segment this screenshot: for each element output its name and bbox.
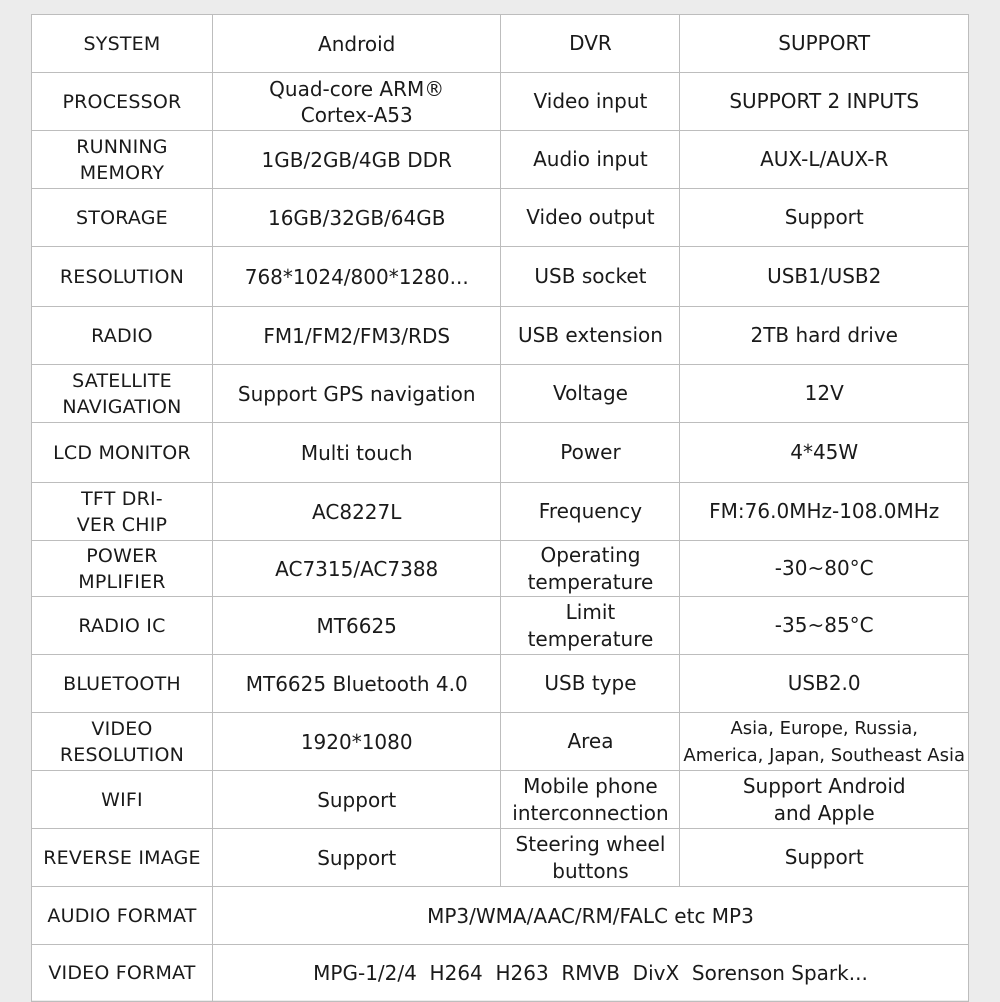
cell-line: Steering wheel: [515, 831, 666, 856]
cell-line: 2TB hard drive: [750, 323, 898, 347]
cell-line: temperature: [527, 569, 654, 594]
spec-row: [32, 597, 969, 655]
spec-row: [32, 189, 969, 247]
cell-line: America, Japan, Southeast Asia: [683, 744, 966, 766]
cell-line: Power: [560, 440, 621, 464]
cell-line: RESOLUTION: [59, 265, 185, 288]
support-value-cell: [680, 365, 969, 423]
cell-line: PROCESSOR: [62, 90, 182, 113]
android-value-cell: [212, 247, 501, 307]
cell-line: Support GPS navigation: [237, 381, 476, 406]
spec-row: [32, 423, 969, 483]
support-value-cell: [680, 541, 969, 597]
cell-line: Support Android: [742, 773, 906, 798]
android-value-cell: [212, 131, 501, 189]
support-value-cell: [680, 483, 969, 541]
android-value-cell: [212, 713, 501, 771]
header-android: Android: [212, 15, 501, 73]
format-row: [32, 945, 969, 1002]
dvr-label-cell: [501, 713, 680, 771]
dvr-label-cell: [501, 365, 680, 423]
cell-line: 4*45W: [790, 440, 859, 464]
cell-line: AUX-L/AUX-R: [760, 147, 889, 171]
spec-row: [32, 247, 969, 307]
spec-label-cell: [32, 247, 213, 307]
cell-line: USB2.0: [787, 671, 861, 695]
spec-row: [32, 771, 969, 829]
spec-label-cell: [32, 423, 213, 483]
cell-line: MEMORY: [79, 161, 165, 184]
cell-line: FM:76.0MHz-108.0MHz: [709, 499, 940, 523]
dvr-label-cell: [501, 423, 680, 483]
spec-row: [32, 655, 969, 713]
support-value-cell: [680, 655, 969, 713]
cell-line: 1920*1080: [300, 729, 413, 754]
dvr-label-cell: [501, 771, 680, 829]
android-value-cell: [212, 771, 501, 829]
spec-label-cell: [32, 307, 213, 365]
cell-line: VER CHIP: [76, 513, 168, 536]
cell-line: Cortex-A53: [300, 102, 413, 127]
spec-row: [32, 541, 969, 597]
cell-line: Support: [317, 787, 397, 812]
cell-line: Asia, Europe, Russia,: [730, 717, 918, 739]
spec-label-cell: [32, 713, 213, 771]
cell-line: MPLIFIER: [78, 570, 166, 593]
android-value-cell: [212, 365, 501, 423]
spec-row: [32, 131, 969, 189]
dvr-label-cell: [501, 483, 680, 541]
cell-line: AC7315/AC7388: [275, 556, 439, 581]
android-value-cell: [212, 597, 501, 655]
dvr-label-cell: [501, 829, 680, 887]
cell-line: STORAGE: [76, 206, 168, 229]
cell-line: 768*1024/800*1280...: [244, 264, 469, 289]
cell-line: MT6625 Bluetooth 4.0: [245, 671, 468, 696]
spec-label-cell: [32, 483, 213, 541]
cell-line: NAVIGATION: [62, 395, 182, 418]
cell-line: interconnection: [512, 800, 669, 825]
cell-line: 12V: [804, 381, 844, 405]
cell-line: Audio input: [533, 147, 648, 171]
spec-label-cell: [32, 597, 213, 655]
dvr-label-cell: [501, 73, 680, 131]
cell-line: RADIO: [91, 324, 153, 347]
cell-line: Frequency: [538, 499, 643, 523]
cell-line: -30~80°C: [774, 556, 874, 580]
android-value-cell: [212, 541, 501, 597]
cell-line: buttons: [552, 858, 629, 883]
cell-line: BLUETOOTH: [63, 672, 181, 695]
cell-line: Video input: [533, 89, 648, 113]
support-value-cell: [680, 307, 969, 365]
cell-line: USB type: [544, 671, 637, 695]
spec-label-cell: [32, 541, 213, 597]
cell-line: Quad-core ARM®: [269, 76, 445, 101]
cell-line: and Apple: [773, 800, 875, 825]
header-support: SUPPORT: [680, 15, 969, 73]
support-value-cell: [680, 771, 969, 829]
cell-line: WIFI: [101, 788, 143, 811]
cell-line: Mobile phone: [523, 773, 658, 798]
spec-label-cell: [32, 189, 213, 247]
format-value-cell: MP3/WMA/AAC/RM/FALC etc MP3: [212, 887, 968, 945]
dvr-label-cell: [501, 131, 680, 189]
spec-row: [32, 829, 969, 887]
cell-line: MT6625: [316, 613, 397, 638]
cell-line: SATELLITE: [72, 369, 172, 392]
cell-line: 16GB/32GB/64GB: [267, 205, 446, 230]
cell-line: USB1/USB2: [767, 264, 882, 288]
format-row: [32, 887, 969, 945]
android-value-cell: [212, 423, 501, 483]
cell-line: REVERSE IMAGE: [43, 846, 201, 869]
cell-line: 1GB/2GB/4GB DDR: [261, 147, 452, 172]
header-system: SYSTEM: [32, 15, 213, 73]
spec-row: [32, 365, 969, 423]
cell-line: USB socket: [534, 264, 647, 288]
support-value-cell: [680, 597, 969, 655]
spec-table: [31, 14, 969, 1002]
support-value-cell: [680, 73, 969, 131]
spec-row: [32, 307, 969, 365]
dvr-label-cell: [501, 655, 680, 713]
dvr-label-cell: [501, 307, 680, 365]
support-value-cell: [680, 131, 969, 189]
spec-label-cell: [32, 73, 213, 131]
format-label-cell: AUDIO FORMAT: [32, 887, 213, 945]
support-value-cell: [680, 829, 969, 887]
cell-line: VIDEO: [91, 717, 153, 740]
cell-line: Voltage: [552, 381, 628, 405]
cell-line: Support: [784, 205, 864, 229]
cell-line: FM1/FM2/FM3/RDS: [263, 323, 451, 348]
cell-line: Limit: [565, 599, 616, 624]
format-label-cell: VIDEO FORMAT: [32, 945, 213, 1002]
android-value-cell: [212, 829, 501, 887]
support-value-cell: [680, 713, 969, 771]
dvr-label-cell: [501, 189, 680, 247]
cell-line: USB extension: [518, 323, 663, 347]
dvr-label-cell: [501, 597, 680, 655]
cell-line: Support: [317, 845, 397, 870]
cell-line: POWER: [86, 544, 158, 567]
cell-line: Support: [784, 845, 864, 869]
cell-line: AC8227L: [312, 499, 402, 524]
cell-line: RESOLUTION: [59, 743, 185, 766]
cell-line: TFT DRI-: [81, 487, 163, 510]
cell-line: -35~85°C: [774, 613, 874, 637]
support-value-cell: [680, 423, 969, 483]
spec-label-cell: [32, 365, 213, 423]
spec-row: [32, 73, 969, 131]
android-value-cell: [212, 73, 501, 131]
spec-row: [32, 713, 969, 771]
cell-line: Video output: [526, 205, 655, 229]
android-value-cell: [212, 189, 501, 247]
spec-label-cell: [32, 131, 213, 189]
cell-line: Operating: [540, 542, 641, 567]
format-value-cell: MPG-1/2/4 H264 H263 RMVB DivX Sorenson Spark...: [212, 945, 968, 1002]
header-dvr: DVR: [501, 15, 680, 73]
spec-label-cell: [32, 655, 213, 713]
cell-line: RADIO IC: [78, 614, 166, 637]
support-value-cell: [680, 189, 969, 247]
spec-label-cell: [32, 829, 213, 887]
spec-row: [32, 483, 969, 541]
support-value-cell: [680, 247, 969, 307]
dvr-label-cell: [501, 247, 680, 307]
android-value-cell: [212, 483, 501, 541]
cell-line: temperature: [527, 626, 654, 651]
cell-line: Multi touch: [300, 440, 413, 465]
cell-line: RUNNING: [76, 135, 168, 158]
spec-sheet: [31, 14, 969, 1000]
header-row: [32, 15, 969, 73]
cell-line: LCD MONITOR: [53, 441, 191, 464]
cell-line: SUPPORT 2 INPUTS: [729, 89, 920, 113]
android-value-cell: [212, 307, 501, 365]
cell-line: Area: [567, 729, 614, 753]
spec-label-cell: [32, 771, 213, 829]
android-value-cell: [212, 655, 501, 713]
dvr-label-cell: [501, 541, 680, 597]
